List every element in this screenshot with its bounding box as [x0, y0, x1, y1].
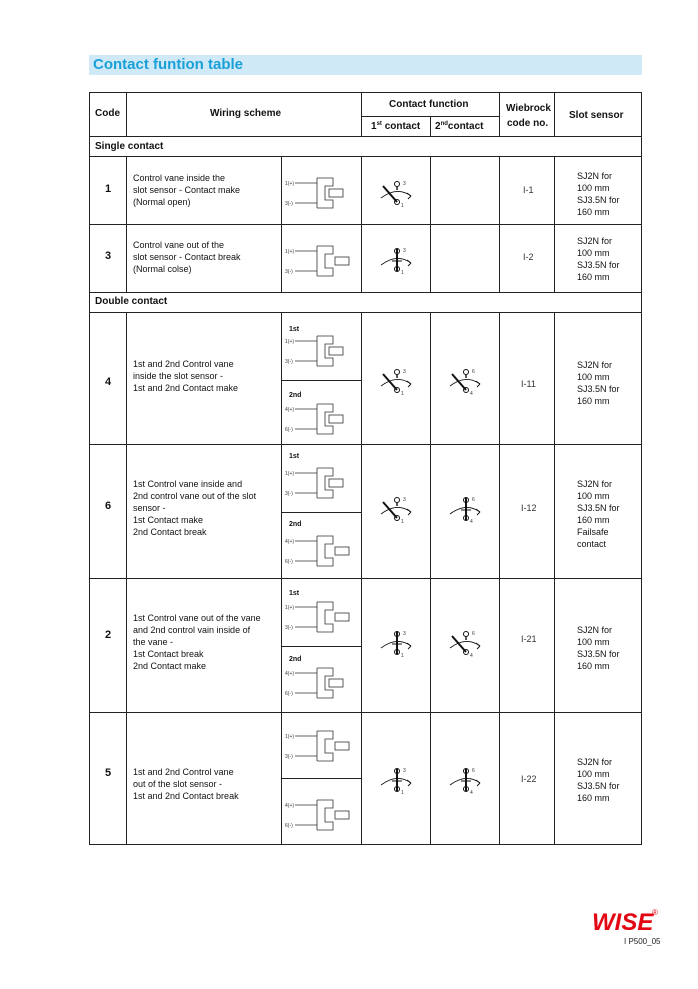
contact-number: 6 [472, 768, 475, 774]
actuation-arc [381, 507, 411, 514]
arc-arrowhead [476, 780, 480, 786]
slot-sensor-text: SJ2N for 100 mm SJ3.5N for 160 mm Failsafe contact [577, 479, 620, 549]
header-wiring-scheme: Wiring scheme [210, 108, 282, 119]
title-bar [89, 55, 642, 75]
logo-text: WISE [592, 909, 654, 936]
contact-number: 3 [403, 768, 406, 774]
contact-blade [452, 374, 466, 390]
slot-sensor-text: SJ2N for 100 mm SJ3.5N for 160 mm [577, 757, 620, 803]
wiring-label-2nd: 2nd [289, 656, 302, 663]
arc-arrowhead [407, 643, 411, 649]
row-code: 4 [105, 376, 112, 388]
wise-logo-mark [592, 906, 662, 936]
row-code: 6 [105, 500, 112, 512]
contact-number: 3 [403, 181, 406, 187]
terminal-label: 4(+) [285, 539, 295, 545]
row-description: 1st and 2nd Control vane out of the slot sensor - 1st and 2nd Contact break [133, 767, 239, 801]
terminal-label: 1(+) [285, 181, 295, 187]
contact-number: 4 [470, 519, 473, 525]
contact-terminal [395, 498, 400, 503]
row-description: 1st Control vane out of the vane and 2nd control vain inside of the vane - 1st Contact break 2nd Contact make [133, 613, 261, 671]
contact-number: 6 [472, 497, 475, 503]
contact-blade [383, 186, 397, 202]
contact-number: 1 [401, 519, 404, 525]
page-title: Contact funtion table [93, 56, 243, 73]
terminal-label: 6(-) [285, 427, 293, 433]
section-single-contact: Single contact [95, 141, 164, 152]
contact-number: 1 [401, 270, 404, 276]
wiring-label-1st: 1st [289, 326, 300, 333]
row-code: 1 [105, 183, 112, 195]
contact-terminal [395, 370, 400, 375]
row-code: 5 [105, 767, 112, 779]
terminal-label: 3(-) [285, 269, 293, 275]
terminal-label: 1(+) [285, 471, 295, 477]
row-description: 1st Control vane inside and 2nd control vane out of the slot sensor - 1st Contact make 2nd Contact break [133, 479, 257, 537]
terminal-label: 6(-) [285, 691, 293, 697]
arc-arrowhead [407, 381, 411, 387]
arc-arrowhead [476, 643, 480, 649]
terminal-label: 3(-) [285, 491, 293, 497]
slot-sensor-text: SJ2N for 100 mm SJ3.5N for 160 mm [577, 171, 620, 217]
wiebrock-code: I-12 [521, 503, 537, 513]
contact-number: 6 [472, 631, 475, 637]
header-slot-sensor: Slot sensor [569, 110, 624, 121]
header-contact-function: Contact function [389, 99, 469, 110]
logo-registered-mark: ® [652, 908, 658, 917]
actuation-arc [450, 379, 480, 386]
header-first-contact: 1st contact [371, 121, 421, 132]
row-description: Control vane out of the slot sensor - Contact break (Normal colse) [133, 240, 241, 274]
terminal-label: 3(-) [285, 201, 293, 207]
wiring-label-2nd: 2nd [289, 521, 302, 528]
terminal-label: 1(+) [285, 734, 295, 740]
terminal-label: 1(+) [285, 249, 295, 255]
contact-terminal [464, 370, 469, 375]
contact-number: 3 [403, 248, 406, 254]
page-number: I P500_05 [624, 937, 661, 946]
terminal-label: 3(-) [285, 754, 293, 760]
section-double-contact: Double contact [95, 296, 168, 307]
header-wiebrock: Wiebrock [506, 103, 551, 114]
terminal-label: 6(-) [285, 559, 293, 565]
terminal-label: 3(-) [285, 359, 293, 365]
wiebrock-code: I-21 [521, 634, 537, 644]
actuation-arc [381, 191, 411, 198]
actuation-arc [381, 379, 411, 386]
contact-blade [383, 502, 397, 518]
contact-symbols [89, 92, 642, 852]
terminal-label: 3(-) [285, 625, 293, 631]
row-description: Control vane inside the slot sensor - Contact make (Normal open) [133, 173, 241, 207]
row-description: 1st and 2nd Control vane inside the slot sensor - 1st and 2nd Contact make [133, 359, 239, 393]
row-code: 2 [105, 629, 112, 641]
contact-terminal [395, 182, 400, 187]
arc-arrowhead [407, 509, 411, 515]
arc-arrowhead [476, 509, 480, 515]
contact-number: 1 [401, 391, 404, 397]
wiebrock-code: I-22 [521, 774, 537, 784]
contact-number: 1 [401, 790, 404, 796]
wiebrock-code: I-1 [523, 185, 534, 195]
contact-number: 4 [470, 790, 473, 796]
terminal-label: 6(-) [285, 823, 293, 829]
terminal-label: 4(+) [285, 671, 295, 677]
contact-number: 4 [470, 391, 473, 397]
terminal-label: 4(+) [285, 803, 295, 809]
arc-arrowhead [407, 260, 411, 266]
wiring-label-1st: 1st [289, 590, 300, 597]
wiebrock-code: I-11 [521, 379, 536, 389]
row-code: 3 [105, 250, 112, 262]
terminal-label: 1(+) [285, 605, 295, 611]
slot-sensor-text: SJ2N for 100 mm SJ3.5N for 160 mm [577, 360, 620, 406]
arc-arrowhead [407, 193, 411, 199]
contact-number: 6 [472, 369, 475, 375]
slot-sensor-text: SJ2N for 100 mm SJ3.5N for 160 mm [577, 236, 620, 282]
contact-number: 4 [470, 653, 473, 659]
contact-number: 3 [403, 631, 406, 637]
contact-number: 1 [401, 203, 404, 209]
contact-blade [383, 374, 397, 390]
contact-number: 3 [403, 369, 406, 375]
wiring-label-1st: 1st [289, 453, 300, 460]
wiring-label-2nd: 2nd [289, 392, 302, 399]
header-code: Code [95, 108, 120, 119]
contact-blade [452, 636, 466, 652]
contact-number: 3 [403, 497, 406, 503]
terminal-label: 4(+) [285, 407, 295, 413]
header-second-contact: 2ndcontact [435, 121, 484, 132]
arc-arrowhead [407, 780, 411, 786]
contact-terminal [464, 632, 469, 637]
wiebrock-code: I-2 [523, 252, 534, 262]
wise-logo [592, 906, 662, 941]
contact-number: 1 [401, 653, 404, 659]
slot-sensor-text: SJ2N for 100 mm SJ3.5N for 160 mm [577, 625, 620, 671]
arc-arrowhead [476, 381, 480, 387]
terminal-label: 1(+) [285, 339, 295, 345]
actuation-arc [450, 641, 480, 648]
contact-function-table [89, 92, 642, 852]
header-code-no: code no. [507, 118, 549, 129]
